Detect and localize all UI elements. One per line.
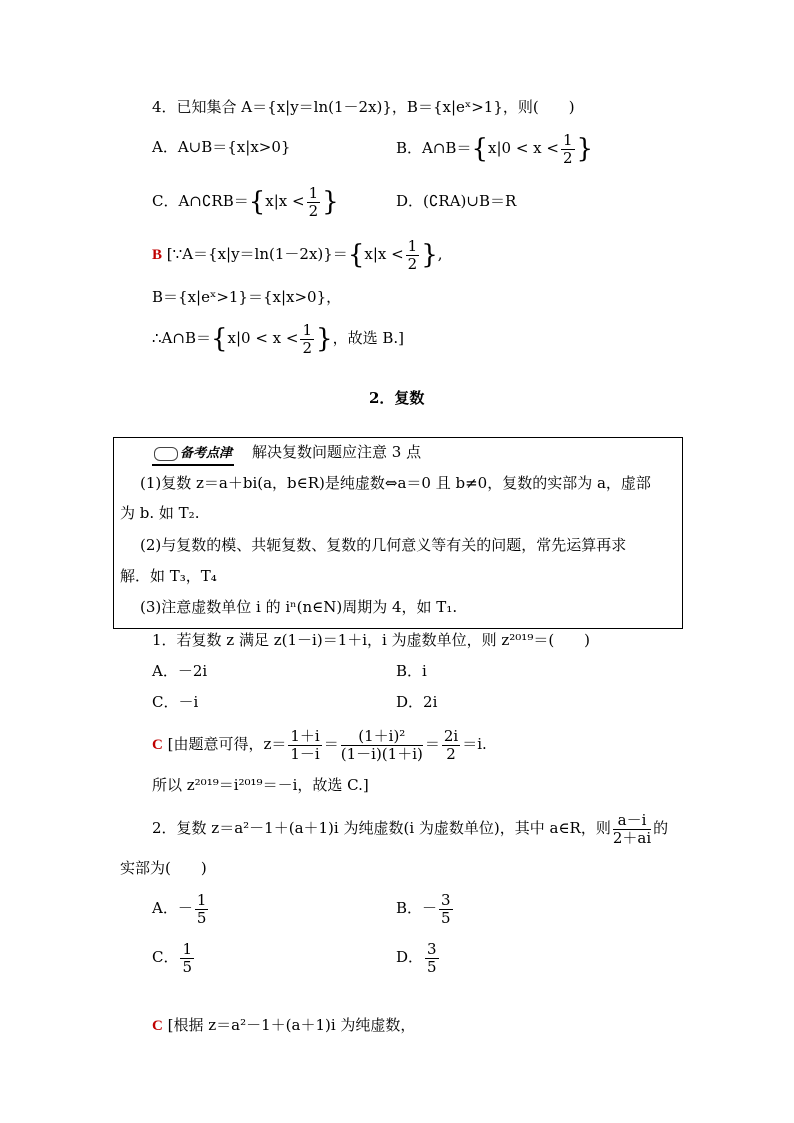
- fraction-num: 1: [407, 236, 418, 255]
- tips-point2-line1: (2)与复数的模、共轭复数、复数的几何意义等有关的问题，常先运算再求: [140, 536, 627, 554]
- brace-left-icon: {: [210, 324, 228, 354]
- fraction-num: 2i: [443, 726, 459, 745]
- badge-icon: [154, 447, 178, 461]
- brace-left-icon: {: [347, 240, 365, 270]
- fraction-den: (1－i)(1＋i): [340, 744, 423, 763]
- tips-header: [152, 442, 421, 466]
- tips-title: 解决复数问题应注意 3 点: [252, 443, 422, 461]
- fraction-num: 1: [182, 939, 193, 958]
- fraction: [341, 728, 423, 763]
- fraction-den: 2: [308, 201, 319, 220]
- q2-option-a-prefix: A．－: [152, 899, 193, 917]
- tips-point1-line1: (1)复数 z＝a＋bi(a，b∈R)是纯虚数⇔a＝0 且 b≠0，复数的实部为 a，虚部: [140, 474, 651, 492]
- q2-option-c: [152, 937, 196, 977]
- q4-solution-prefix: [∵A＝{x|y＝ln(1－2x)}＝: [166, 245, 348, 263]
- q4-option-b: [396, 128, 593, 169]
- q1-option-a: A．－2i: [152, 662, 208, 680]
- fraction-num: a－i: [613, 812, 651, 830]
- q2-option-d: [396, 937, 441, 977]
- q2-stem-prefix: 2．复数 z＝a²－1＋(a＋1)i 为纯虚数(i 为虚数单位)，其中 a∈R，则: [152, 819, 611, 837]
- fraction-den: 5: [441, 908, 451, 927]
- fraction-den: 2: [562, 148, 573, 167]
- brace-right-icon: }: [316, 324, 333, 354]
- q1-solution-prefix: [由题意可得，z＝: [167, 735, 287, 753]
- q4-solution-set: x|x <: [364, 245, 404, 263]
- tips-point3: (3)注意虚数单位 i 的 iⁿ(n∈N)周期为 4，如 T₁.: [140, 598, 458, 616]
- q2-option-c-prefix: C．: [152, 948, 179, 966]
- q1-solution-suffix: ＝i.: [462, 735, 487, 753]
- fraction-num: 1: [302, 320, 313, 339]
- fraction-den: 5: [182, 957, 193, 976]
- fraction: [442, 728, 460, 763]
- brace-right-icon: }: [576, 134, 594, 164]
- q4-solution-line2: B＝{x|eˣ>1}＝{x|x>0}，: [152, 288, 342, 306]
- fraction-num: 1: [308, 183, 319, 202]
- section-title: 2．复数: [369, 389, 425, 407]
- q4-solution-suffix: ,: [437, 245, 443, 263]
- q1-option-b: B．i: [396, 662, 427, 680]
- q1-option-c: C．－i: [152, 693, 199, 711]
- q4-solution-line3: [152, 318, 404, 359]
- q2-option-a: [152, 888, 210, 928]
- fraction: [613, 812, 651, 847]
- q1-stem: 1．若复数 z 满足 z(1－i)＝1＋i，i 为虚数单位，则 z²⁰¹⁹＝( ): [152, 631, 591, 649]
- q1-solution-line1: C [由题意可得，z＝ $\frac{1+i}{1-i}$ ＝ $\frac{\text{(1＋i)²}}{(1-i)(1+i)}$ ＝ $\frac{2i}{2}$ ＝i.: [152, 726, 487, 763]
- fraction-num: 3: [441, 890, 451, 909]
- q4-option-b-prefix: B．A∩B＝: [396, 139, 472, 157]
- q4-solution3-suffix: ，故选 B.]: [332, 329, 404, 347]
- q2-solution-text: [根据 z＝a²－1＋(a＋1)i 为纯虚数，: [167, 1016, 416, 1034]
- brace-left-icon: {: [471, 134, 488, 164]
- fraction: [439, 892, 453, 927]
- fraction: [425, 941, 439, 976]
- tips-badge: [152, 444, 234, 466]
- tips-point2-line2: 解．如 T₃，T₄: [120, 567, 217, 585]
- q4-option-b-set: x|0 < x <: [488, 139, 559, 157]
- q4-option-c-prefix: C．A∩∁RB＝: [152, 192, 249, 210]
- q2-option-b: [396, 888, 455, 928]
- tips-point1-line2: 为 b. 如 T₂.: [120, 504, 200, 522]
- q2-stem-suffix: 的: [653, 819, 669, 837]
- fraction: [561, 132, 575, 167]
- fraction: [307, 185, 321, 220]
- fraction-den: 5: [427, 957, 437, 976]
- brace-right-icon: }: [322, 187, 339, 217]
- q1-option-d: D．2i: [396, 693, 438, 711]
- fraction-num: 1＋i: [290, 726, 320, 745]
- q4-option-d: D．(∁RA)∪B＝R: [396, 192, 517, 210]
- fraction-den: 2: [407, 254, 418, 273]
- fraction-num: 3: [427, 939, 437, 958]
- q4-answer-letter: B: [152, 247, 163, 263]
- fraction-den: 2: [446, 744, 456, 763]
- fraction: [288, 728, 321, 763]
- brace-left-icon: {: [248, 187, 266, 217]
- q2-answer-letter: C: [152, 1018, 163, 1034]
- fraction: [180, 941, 194, 976]
- brace-right-icon: }: [421, 240, 438, 270]
- q2-stem-line1: [152, 808, 668, 848]
- fraction-num: 1: [196, 890, 207, 909]
- q2-stem-line2: 实部为( ): [120, 859, 207, 877]
- q2-solution-line1: [152, 1015, 415, 1036]
- q4-solution3-prefix: ∴A∩B＝: [152, 329, 211, 347]
- fraction-den: 2: [302, 338, 313, 357]
- q1-solution-line2: 所以 z²⁰¹⁹＝i²⁰¹⁹＝－i，故选 C.]: [152, 776, 369, 794]
- q4-option-a: A．A∪B＝{x|x>0}: [152, 138, 291, 156]
- tips-badge-label: 备考点津: [180, 446, 233, 461]
- q4-solution-line1: [152, 234, 443, 275]
- q4-option-c: [152, 181, 339, 222]
- fraction-den: 5: [196, 908, 207, 927]
- q2-option-b-prefix: B．－: [396, 899, 438, 917]
- q2-option-d-prefix: D．: [396, 948, 424, 966]
- q4-solution3-set: x|0 < x <: [227, 329, 299, 347]
- fraction-num: 1: [562, 130, 573, 149]
- fraction: [195, 892, 209, 927]
- fraction: [300, 322, 314, 357]
- q1-answer-letter: C: [152, 737, 163, 753]
- fraction-den: 2＋ai: [612, 828, 652, 847]
- q4-stem: 4．已知集合 A＝{x|y＝ln(1－2x)}，B＝{x|eˣ>1}，则( ): [152, 98, 575, 116]
- q4-option-c-set: x|x <: [265, 192, 305, 210]
- fraction-num: (1＋i)²: [341, 728, 423, 746]
- fraction-den: 1－i: [290, 744, 320, 763]
- fraction: [406, 238, 420, 273]
